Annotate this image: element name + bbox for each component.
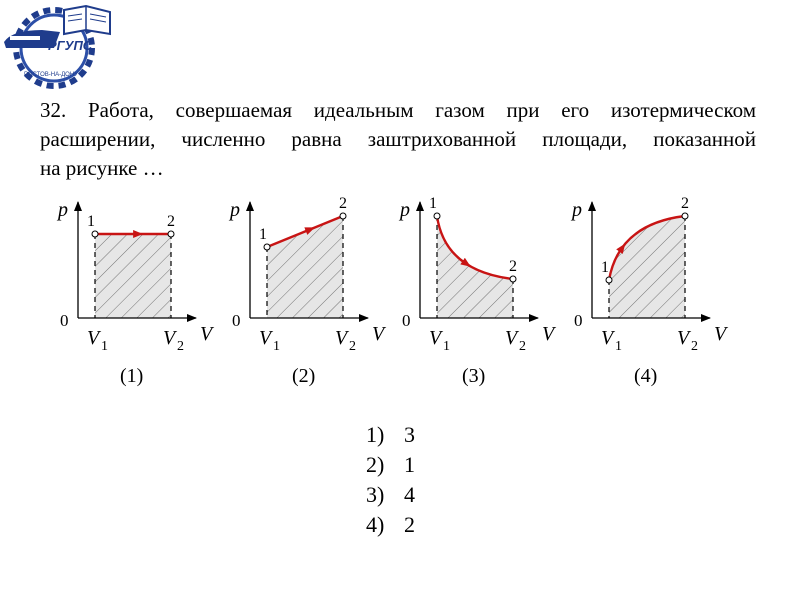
- pv-diagrams: [0, 190, 800, 400]
- logo-text: РГУПС: [48, 38, 93, 53]
- origin-label: 0: [232, 311, 241, 330]
- v1-label: V: [429, 327, 442, 349]
- book-icon: [64, 6, 110, 34]
- state-point-1: [92, 231, 98, 237]
- state-label-2: 2: [339, 195, 347, 212]
- state-label-1: 1: [429, 195, 437, 212]
- pv-diagram-2: [228, 195, 387, 387]
- v1-subscript: 1: [273, 339, 280, 354]
- p-axis-label: p: [58, 199, 68, 221]
- diagram-caption: (4): [634, 365, 658, 387]
- state-point-1: [434, 213, 440, 219]
- v-axis-label: V: [372, 323, 385, 345]
- state-point-1: [264, 244, 270, 250]
- v2-label: V: [677, 327, 690, 349]
- v2-label: V: [335, 327, 348, 349]
- state-label-1: 1: [259, 226, 267, 243]
- v1-subscript: 1: [615, 339, 622, 354]
- p-axis-label: p: [230, 199, 240, 221]
- v-axis-label: V: [714, 323, 727, 345]
- pv-diagram-4: [570, 195, 729, 387]
- v1-subscript: 1: [443, 339, 450, 354]
- answer-option-1[interactable]: 1) 3: [366, 422, 415, 447]
- question-text: 32. Работа, совершаемая идеальным газом при его изотермическом расширении, численно равна заштрихованной площади, показанной: [40, 98, 756, 151]
- state-point-2: [168, 231, 174, 237]
- v2-subscript: 2: [177, 339, 184, 354]
- state-label-2: 2: [167, 213, 175, 230]
- diagram-caption: (3): [462, 365, 486, 387]
- state-label-1: 1: [87, 213, 95, 230]
- pv-diagram-1: [56, 199, 215, 387]
- v1-label: V: [87, 327, 100, 349]
- v2-subscript: 2: [691, 339, 698, 354]
- v2-subscript: 2: [519, 339, 526, 354]
- state-label-2: 2: [681, 195, 689, 212]
- logo-ring-text: РОСТОВ-НА-ДОНУ: [24, 72, 78, 78]
- state-point-2: [682, 213, 688, 219]
- work-area-hatch: [609, 216, 685, 318]
- v1-subscript: 1: [101, 339, 108, 354]
- v1-label: V: [259, 327, 272, 349]
- v2-subscript: 2: [349, 339, 356, 354]
- state-label-2: 2: [509, 258, 517, 275]
- pv-diagram-3: [398, 195, 557, 387]
- state-point-2: [340, 213, 346, 219]
- v-axis-label: V: [200, 323, 213, 345]
- work-area-hatch: [95, 234, 171, 318]
- rgups-logo: [2, 2, 114, 90]
- origin-label: 0: [60, 311, 69, 330]
- answer-options: [366, 420, 415, 540]
- origin-label: 0: [402, 311, 411, 330]
- v2-label: V: [163, 327, 176, 349]
- answer-option-3[interactable]: 3) 4: [366, 482, 415, 507]
- diagram-caption: (2): [292, 365, 316, 387]
- work-area-hatch: [437, 216, 513, 318]
- v1-label: V: [601, 327, 614, 349]
- origin-label: 0: [574, 311, 583, 330]
- v2-label: V: [505, 327, 518, 349]
- question-text-end: на рисунке …: [40, 156, 164, 180]
- p-axis-label: p: [400, 199, 410, 221]
- v-axis-label: V: [542, 323, 555, 345]
- state-label-1: 1: [601, 259, 609, 276]
- answer-option-4[interactable]: 4) 2: [366, 512, 415, 537]
- p-axis-label: p: [572, 199, 582, 221]
- state-point-1: [606, 277, 612, 283]
- state-point-2: [510, 276, 516, 282]
- answer-option-2[interactable]: 2) 1: [366, 452, 415, 477]
- diagram-caption: (1): [120, 365, 144, 387]
